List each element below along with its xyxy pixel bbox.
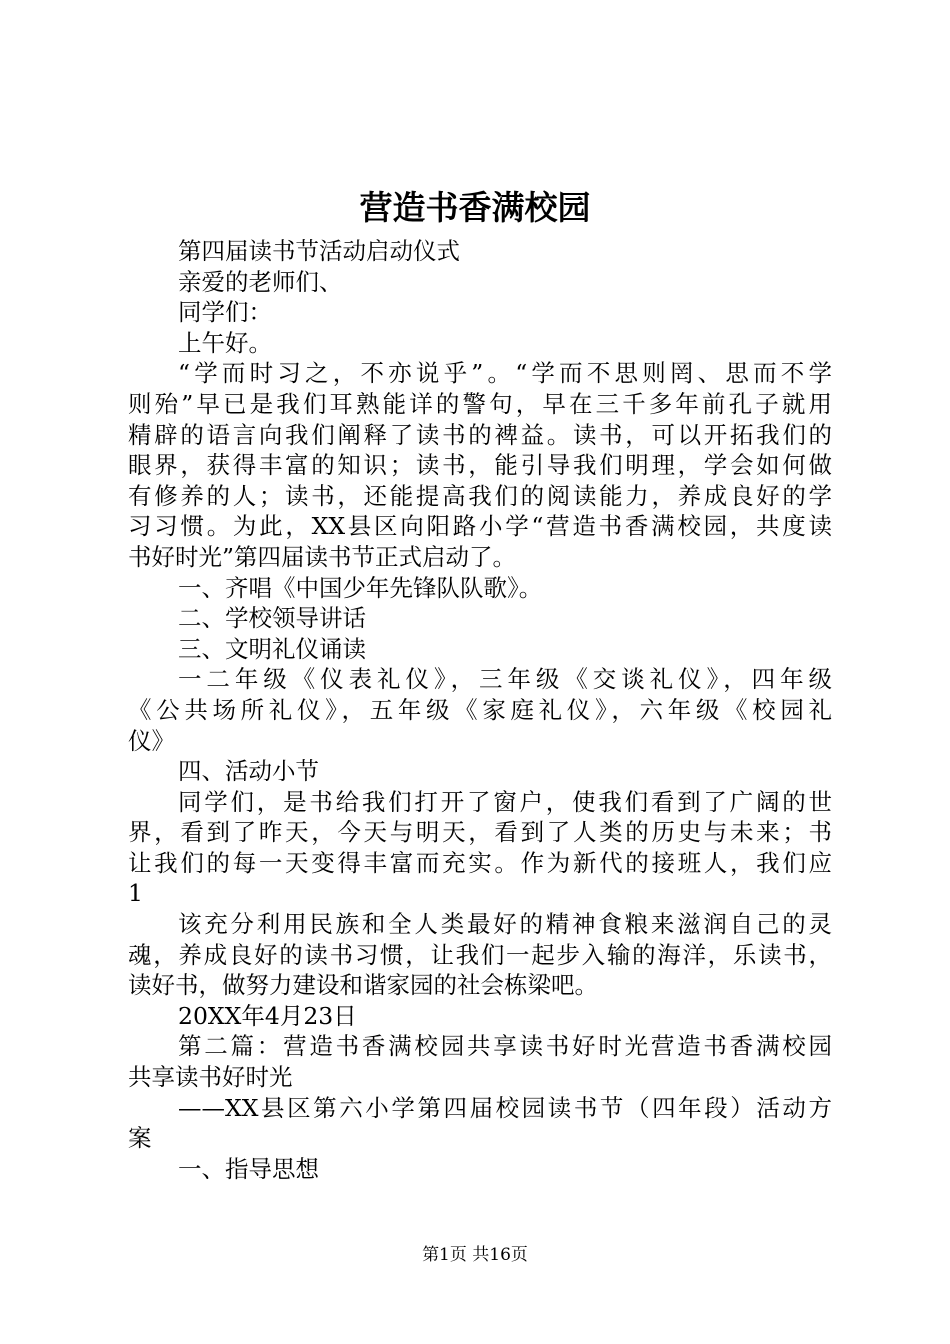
text-line: 亲爱的老师们、	[178, 267, 343, 296]
document-body	[128, 236, 832, 1184]
text-line: 共享读书好时光	[128, 1063, 293, 1092]
text-line: 眼界，获得丰富的知识；读书，能引导我们明理，学会如何做	[128, 451, 832, 480]
text-line: 书好时光”第四届读书节正式启动了。	[128, 542, 517, 571]
text-line: 读好书，做努力建设和谐家园的社会栋梁吧。	[128, 971, 598, 1000]
text-line: 20XX年4月23日	[178, 1001, 357, 1030]
text-line: 让我们的每一天变得丰富而充实。作为新代的接班人，我们应	[128, 848, 832, 877]
text-line: 仪》	[128, 726, 175, 755]
page-footer: 第1页 共16页	[422, 1245, 528, 1265]
text-line: 则殆”早已是我们耳熟能详的警句，早在三千多年前孔子就用	[128, 389, 832, 418]
text-line: 1	[128, 879, 143, 908]
text-line: 案	[128, 1124, 152, 1153]
text-line: “学而时习之，不亦说乎”。“学而不思则罔、思而不学	[178, 359, 832, 388]
text-line: 习习惯。为此，XX县区向阳路小学“营造书香满校园，共度读	[128, 512, 832, 541]
text-line: 第二篇：营造书香满校园共享读书好时光营造书香满校园	[178, 1032, 832, 1061]
text-line: 《公共场所礼仪》，五年级《家庭礼仪》，六年级《校园礼	[128, 695, 832, 724]
text-line: 一、齐唱《中国少年先锋队队歌》。	[178, 573, 543, 602]
text-line: 四、活动小节	[178, 757, 319, 786]
text-line: 三、文明礼仪诵读	[178, 634, 366, 663]
text-line: 同学们，是书给我们打开了窗户，使我们看到了广阔的世	[178, 787, 832, 816]
text-line: 二、学校领导讲话	[178, 604, 366, 633]
text-line: ——XX县区第六小学第四届校园读书节（四年段）活动方	[178, 1093, 832, 1122]
text-line: 一二年级《仪表礼仪》，三年级《交谈礼仪》，四年级	[178, 665, 832, 694]
text-line: 有修养的人；读书，还能提高我们的阅读能力，养成良好的学	[128, 481, 832, 510]
document-title: 营造书香满校园	[359, 188, 591, 227]
text-line: 第四届读书节活动启动仪式	[178, 237, 460, 265]
text-line: 魂，养成良好的读书习惯，让我们一起步入输的海洋，乐读书，	[128, 940, 832, 969]
text-line: 一、指导思想	[178, 1154, 319, 1183]
text-line: 精辟的语言向我们阐释了读书的裨益。读书，可以开拓我们的	[128, 420, 832, 449]
text-line: 同学们：	[178, 298, 272, 327]
text-line: 上午好。	[178, 328, 272, 357]
text-line: 界，看到了昨天，今天与明天，看到了人类的历史与未来；书	[128, 818, 832, 847]
text-line: 该充分利用民族和全人类最好的精神食粮来滋润自己的灵	[178, 910, 832, 939]
